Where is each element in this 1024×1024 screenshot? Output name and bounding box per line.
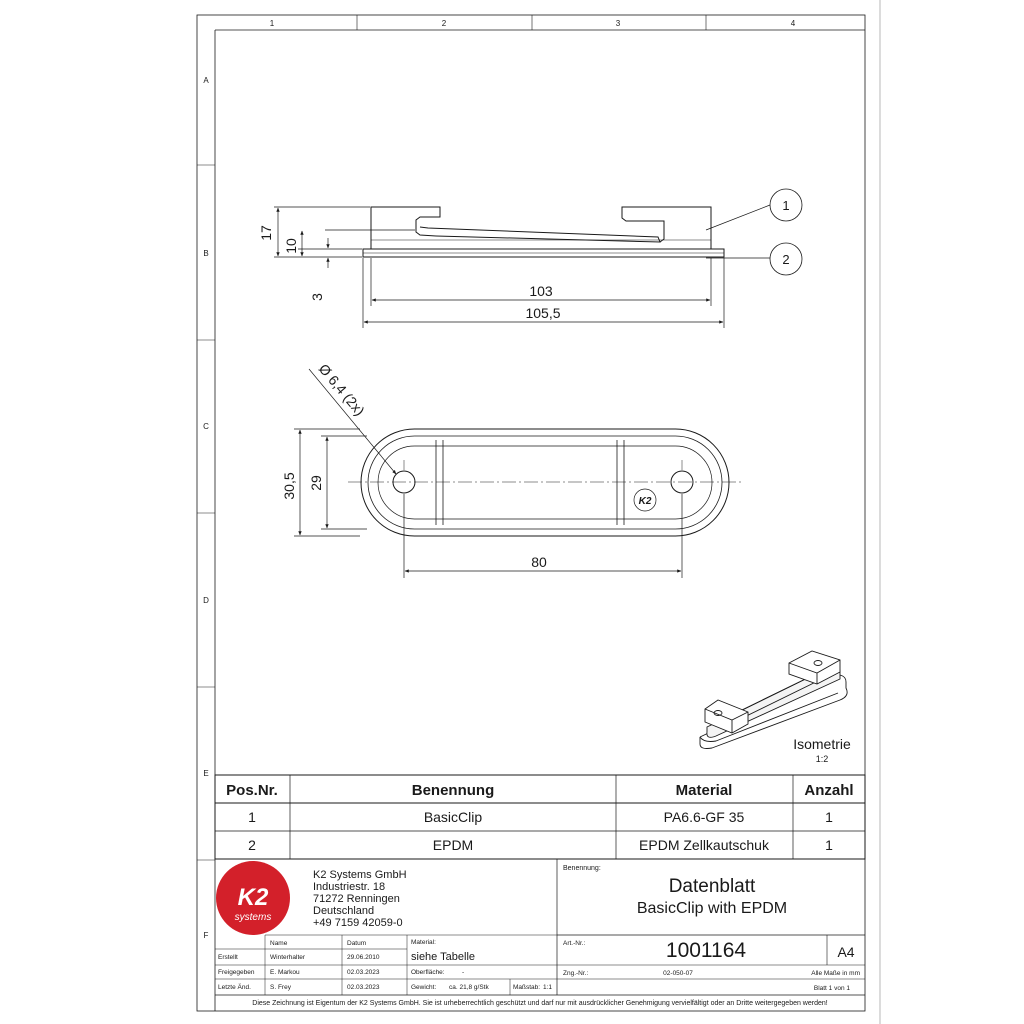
table-row — [248, 809, 833, 825]
copyright-footer: Diese Zeichnung ist Eigentum der K2 Systems GmbH. Sie ist urheberrechtlich geschützt und darf nur mit ausdrücklicher Genehmigung vervielfältigt oder an Dritte weitergegeben werden! — [252, 1000, 828, 1007]
isometric-label: Isometrie — [793, 736, 851, 752]
freigegeben-label: Freigegeben — [218, 969, 255, 976]
header-benennung: Benennung — [411, 782, 495, 799]
material-value: siehe Tabelle — [411, 951, 476, 963]
dim-30-5-label: 30,5 — [281, 472, 297, 500]
company-city: 71272 Renningen — [313, 893, 400, 905]
company-name: K2 Systems GmbH — [313, 869, 407, 881]
top-view-k2-mark — [634, 489, 656, 511]
sheet-number: Blatt 1 von 1 — [813, 985, 850, 992]
article-info — [563, 939, 860, 992]
row-2-material: EPDM Zellkautschuk — [639, 837, 769, 853]
dim-17-label: 17 — [258, 225, 274, 241]
erstellt-date: 29.06.2010 — [347, 954, 380, 961]
grid-row-a: A — [203, 76, 209, 85]
header-pos: Pos.Nr. — [226, 782, 278, 799]
dim-103-label: 103 — [529, 283, 553, 299]
grid-row-d: D — [203, 596, 209, 605]
col-datum-label: Datum — [347, 940, 367, 947]
row-1-benennung: BasicClip — [423, 809, 483, 825]
parts-table-header — [226, 782, 853, 799]
col-name-label: Name — [270, 940, 288, 947]
header-material: Material — [675, 782, 733, 799]
grid-col-4: 4 — [790, 19, 796, 28]
massstab-label: Maßstab: — [513, 984, 541, 991]
letzte-aenderung-date: 02.03.2023 — [347, 984, 380, 991]
benennung-label: Benennung: — [563, 865, 601, 872]
freigegeben-name: E. Markou — [270, 969, 300, 976]
revision-table — [218, 940, 380, 991]
top-view-outline-outer — [361, 429, 729, 536]
drawing-title — [563, 865, 787, 917]
company-street: Industriestr. 18 — [313, 881, 386, 893]
side-view-dimensions — [274, 205, 770, 328]
dim-80-label: 80 — [531, 554, 547, 570]
gewicht-label: Gewicht: — [411, 984, 437, 991]
logo-text-systems: systems — [234, 912, 272, 923]
row-2-pos: 2 — [248, 837, 256, 853]
top-view-dimension-text — [281, 361, 547, 570]
table-row — [248, 837, 833, 853]
massstab-value: 1:1 — [543, 984, 553, 991]
balloon-1-number: 1 — [782, 198, 790, 213]
paper-format: A4 — [837, 944, 855, 960]
side-view-clip-right — [622, 207, 711, 249]
isometric-labels — [793, 736, 851, 764]
letzte-aenderung-label: Letzte Änd. — [218, 984, 251, 991]
dim-105-5-label: 105,5 — [525, 305, 561, 321]
balloon-2-number: 2 — [782, 252, 790, 267]
units-note: Alle Maße in mm — [811, 970, 860, 977]
drawing-frame — [197, 0, 880, 1024]
zngnr-label: Zng.-Nr.: — [563, 970, 589, 977]
isometric-view — [700, 651, 847, 749]
grid-col-3: 3 — [615, 19, 621, 28]
balloon-1 — [770, 189, 802, 221]
zngnr-value: 02-050-07 — [663, 970, 693, 977]
erstellt-label: Erstellt — [218, 954, 238, 961]
artnr-value: 1001164 — [665, 939, 747, 962]
row-2-benennung: EPDM — [432, 837, 474, 853]
grid-row-f: F — [203, 931, 209, 940]
grid-row-b: B — [203, 249, 209, 258]
dim-10-label: 10 — [283, 238, 299, 254]
row-2-anzahl: 1 — [825, 837, 833, 853]
dim-3-label: 3 — [309, 293, 325, 301]
top-view-k2-mark-text: K2 — [638, 496, 652, 507]
letzte-aenderung-name: S. Frey — [270, 984, 291, 991]
grid-col-1: 1 — [269, 19, 275, 28]
balloon-2 — [770, 243, 802, 275]
row-1-material: PA6.6-GF 35 — [663, 809, 745, 825]
gewicht-value: ca. 21,8 g/Stk — [449, 984, 489, 991]
material-label: Material: — [411, 939, 436, 946]
grid-row-c: C — [203, 422, 209, 431]
freigegeben-date: 02.03.2023 — [347, 969, 380, 976]
hole-diameter-label: Ø 6,4 (2x) — [315, 360, 368, 419]
oberflaeche-label: Oberfläche: — [411, 969, 445, 976]
grid-col-2: 2 — [441, 19, 447, 28]
company-country: Deutschland — [313, 905, 375, 917]
artnr-label: Art.-Nr.: — [563, 940, 586, 947]
side-view — [363, 207, 724, 257]
dim-29-label: 29 — [308, 475, 324, 491]
row-1-pos: 1 — [248, 809, 256, 825]
k2-systems-logo — [216, 861, 290, 935]
top-view-outline-inner — [368, 436, 722, 529]
company-address — [313, 869, 407, 929]
oberflaeche-value: - — [462, 969, 465, 976]
row-1-anzahl: 1 — [825, 809, 833, 825]
erstellt-name: Winterhalter — [270, 954, 306, 961]
grid-row-e: E — [203, 769, 209, 778]
top-view — [348, 429, 742, 536]
title-line-2: BasicClip with EPDM — [636, 900, 788, 917]
side-view-dimension-text — [258, 225, 561, 321]
company-phone: +49 7159 42059-0 — [313, 917, 403, 929]
logo-text-k2: K2 — [237, 884, 269, 911]
header-anzahl: Anzahl — [804, 782, 854, 799]
isometric-scale: 1:2 — [815, 754, 829, 764]
title-line-1: Datenblatt — [668, 876, 756, 897]
